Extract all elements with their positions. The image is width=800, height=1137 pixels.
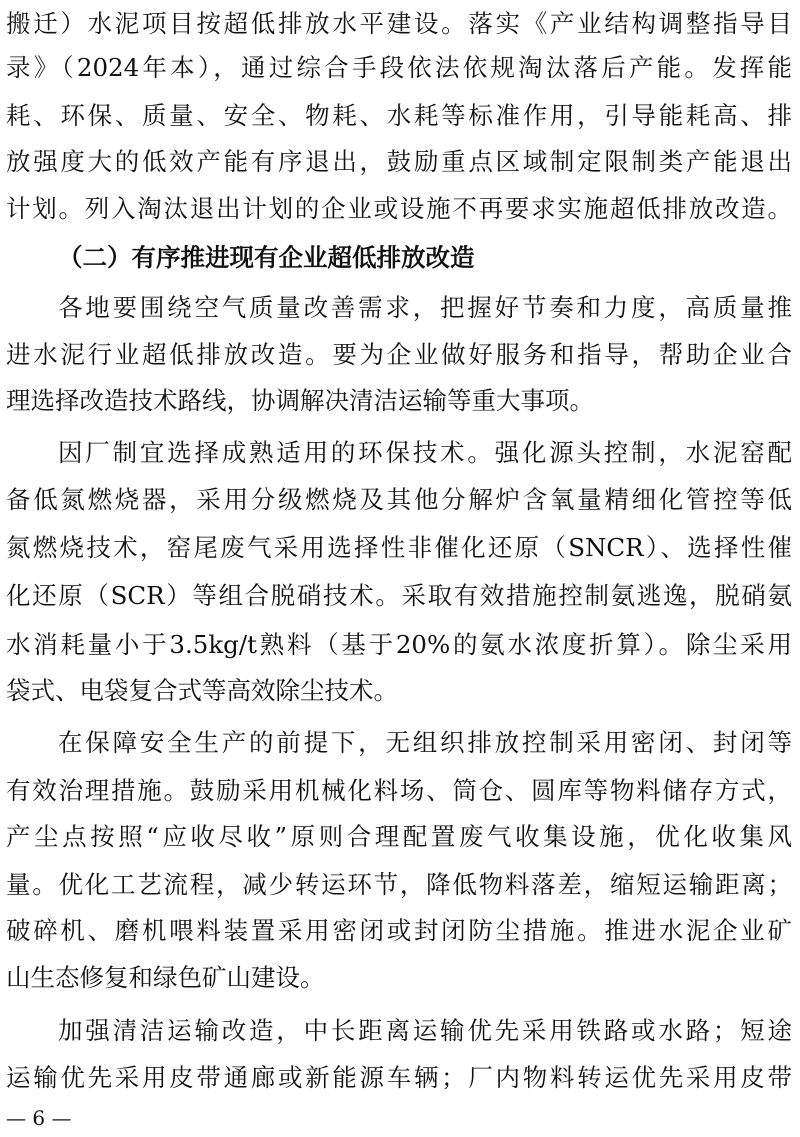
- paragraph-3-line-1: 在保障安全生产的前提下，无组织排放控制采用密闭、封闭等: [58, 728, 792, 757]
- paragraph-1-line-2: 进水泥行业超低排放改造。要为企业做好服务和指导，帮助企业合: [6, 340, 792, 369]
- body-line-3: 耗、环保、质量、安全、物耗、水耗等标准作用，引导能耗高、排: [6, 101, 792, 130]
- paragraph-3-line-3: 产尘点按照“应收尽收”原则合理配置废气收集设施，优化收集风: [6, 822, 792, 851]
- paragraph-3-line-5: 破碎机、磨机喂料装置采用密闭或封闭防尘措施。推进水泥企业矿: [6, 916, 792, 945]
- paragraph-2-line-5: 水消耗量小于3.5kg/t熟料（基于20%的氨水浓度折算）。除尘采用: [6, 630, 792, 659]
- paragraph-2-line-4: 化还原（SCR）等组合脱硝技术。采取有效措施控制氨逃逸，脱硝氨: [6, 581, 792, 610]
- paragraph-4-line-1: 加强清洁运输改造，中长距离运输优先采用铁路或水路；短途: [58, 1016, 792, 1045]
- body-line-2: 录》（2024年本），通过综合手段依法依规淘汰落后产能。发挥能: [6, 53, 792, 82]
- paragraph-1-line-1: 各地要围绕空气质量改善需求，把握好节奏和力度，高质量推: [58, 293, 792, 322]
- paragraph-2-line-1: 因厂制宜选择成熟适用的环保技术。强化源头控制，水泥窑配: [58, 438, 792, 467]
- section-heading: （二）有序推进现有企业超低排放改造: [58, 243, 475, 272]
- body-line-4: 放强度大的低效产能有序退出，鼓励重点区域制定限制类产能退出: [6, 147, 792, 176]
- body-line-1: 搬迁）水泥项目按超低排放水平建设。落实《产业结构调整指导目: [6, 9, 792, 38]
- page-number: — 6 —: [6, 1106, 72, 1130]
- paragraph-4-line-2: 运输优先采用皮带通廊或新能源车辆；厂内物料转运优先采用皮带: [6, 1063, 792, 1092]
- body-line-5: 计划。列入淘汰退出计划的企业或设施不再要求实施超低排放改造。: [6, 194, 792, 223]
- paragraph-2-line-2: 备低氮燃烧器，采用分级燃烧及其他分解炉含氧量精细化管控等低: [6, 485, 792, 514]
- paragraph-2-line-6: 袋式、电袋复合式等高效除尘技术。: [6, 676, 398, 705]
- paragraph-3-line-6: 山生态修复和绿色矿山建设。: [6, 963, 325, 992]
- paragraph-2-line-3: 氮燃烧技术，窑尾废气采用选择性非催化还原（SNCR）、选择性催: [6, 533, 792, 562]
- paragraph-3-line-2: 有效治理措施。鼓励采用机械化料场、筒仓、圆库等物料储存方式，: [6, 776, 792, 805]
- paragraph-1-line-3: 理选择改造技术路线，协调解决清洁运输等重大事项。: [6, 386, 594, 415]
- paragraph-3-line-4: 量。优化工艺流程，减少转运环节，降低物料落差，缩短运输距离；: [6, 870, 792, 899]
